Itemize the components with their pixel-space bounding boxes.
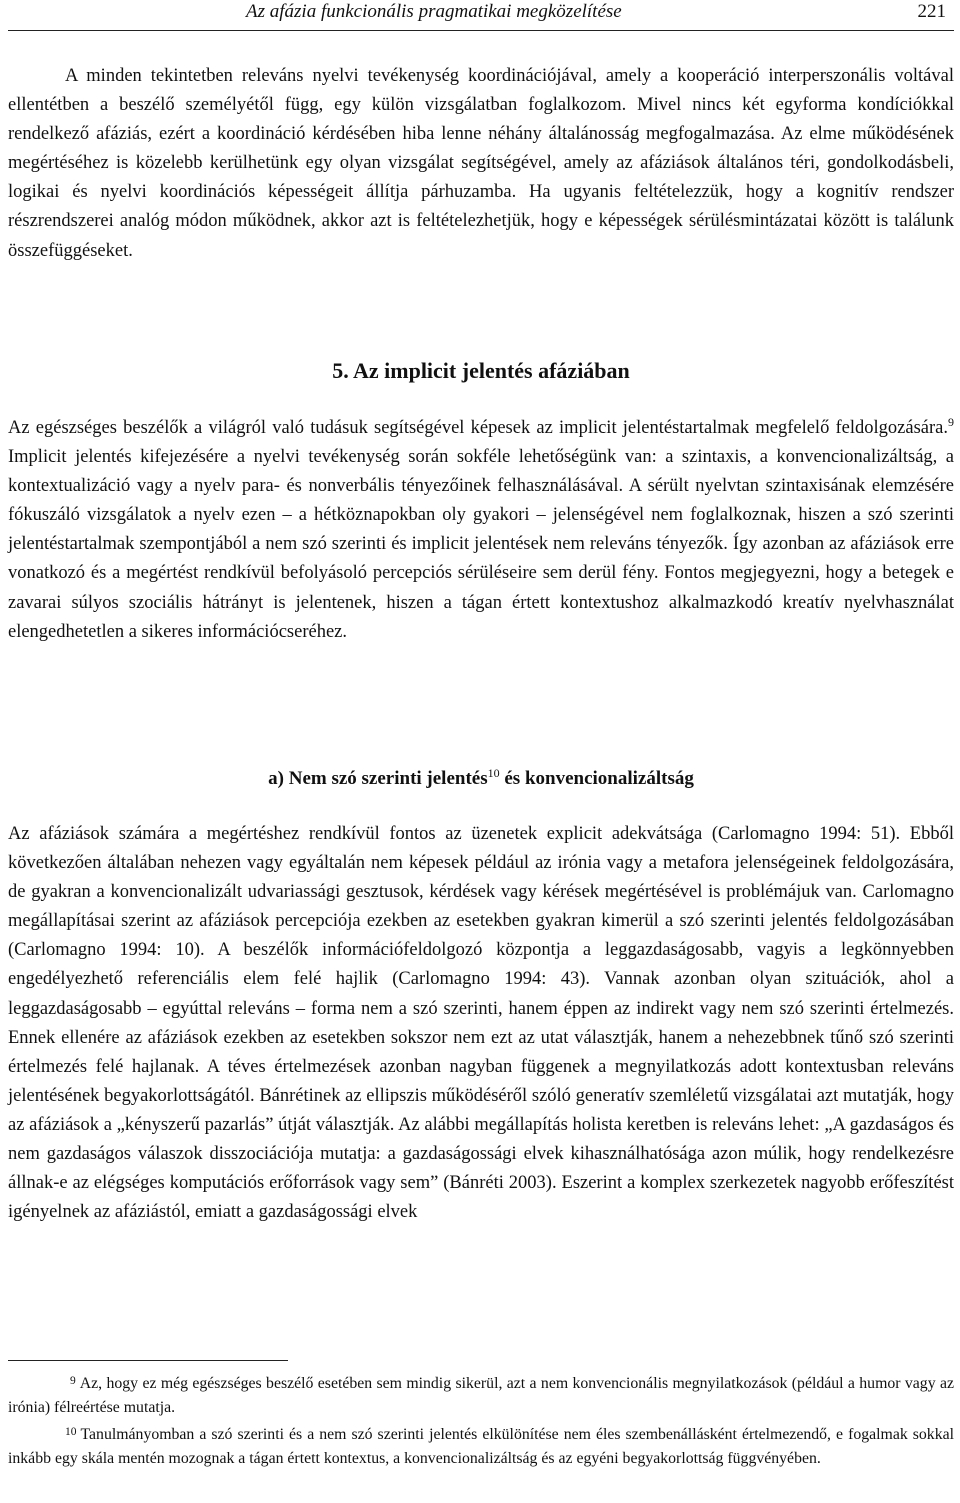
footnote-reference-10: 10 — [487, 766, 500, 780]
subsection-heading — [8, 764, 954, 794]
book-page — [8, 0, 954, 1503]
footnote-text-10: Tanulmányomban a szó szerinti és a nem szó szerinti jelentés elkülönítése nem éles szembenállásként értelmezendő, e fogalmak sokkal inkább egy skála mentén mozognak a tágan értett kontextus, a konvencionalizáltság és az egyéni begyakorlottság függvényében. — [8, 1426, 954, 1467]
paragraph-implicit-meaning-part-1: Az egészséges beszélők a világról való tudásuk segítségével képesek az implicit jelentéstartalmak megfelelő feldolgozására. — [8, 418, 948, 438]
section-heading: 5. Az implicit jelentés afáziában — [332, 358, 630, 383]
footnote-number-10: 10 — [65, 1426, 77, 1438]
paragraph-coordination: A minden tekintetben releváns nyelvi tevékenység koordinációjával, amely a kooperáció interperszonális voltával ellentétben a beszélő személyétől függ, egy külön vizsgálatban foglalkozom. Mivel nincs két egyforma kondíciókkal rendelkező afáziás, ezért a koordináció kérdésében hiba lenne néhány általánosság megfogalmazása. Az elme működésének megértéséhez is közelebb kerülhetünk egy olyan vizsgálat segítségével, amely az afáziások általános téri, gondolkodásbeli, logikai és nyelvi koordinációs képességeit állítja párhuzamba. Ha ugyanis feltételezzük, hogy a kognitív rendszer részrendszerei analóg módon működnek, akkor azt is feltételezhetjük, hogy e képességek sérülésmintázatai között is találunk összefüggéseket. — [8, 66, 954, 261]
footnote-text-9: Az, hogy ez még egészséges beszélő esetében sem mindig sikerül, azt a nem konvencionális megnyilatkozások (például a humor vagy az irónia) félreértése mutatja. — [8, 1375, 954, 1416]
footnote-reference-9: 9 — [948, 415, 954, 429]
subsection-heading-part-1: a) Nem szó szerinti jelentés — [268, 768, 488, 789]
footnote-9 — [8, 1372, 954, 1420]
page-number: 221 — [917, 1, 946, 22]
paragraph-literal-meaning: Az afáziások számára a megértéshez rendkívül fontos az üzenetek explicit adekvátsága (Carlomagno 1994: 51). Ebből következően általában nehezen vagy egyáltalán nem képesek például az irónia vagy a metafora jelenségeinek feldolgozására, de gyakran a konvencionalizált udvariassági gesztusok, kérdések vagy kérések megértésével is problémájuk van. Carlomagno megállapításai szerint az afáziások percepciója ezekben az esetekben gyakran kimerül a szó szerinti jelentés feldolgozásában (Carlomagno 1994: 10). A beszélők információfeldolgozó központja a leggazdaságosabb, vagyis a legkönnyebben engedélyezhető referenciális elem felé hajlik (Carlomagno 1994: 43). Vannak azonban olyan szituációk, ahol a leggazdaságosabb – egyúttal releváns – forma nem a szó szerinti, hanem éppen az indirekt vagy nem szó szerinti értelmezés. Ennek ellenére az afáziások ezekben az esetekben sokszor nem ezt az utat választják, hanem a nehezebbnek tűnő szó szerinti értelmezés felé hajlanak. A téves értelmezések azonban nagyban függenek a megnyilatkozás adott kontextusban releváns jelentésének begyakorlottságától. Bánrétinek az ellipszis működéséről szóló generatív szemléletű vizsgálatai azt mutatják, hogy az afáziások a „kényszerű pazarlás” útját választják. Az alábbi megállapítás holista keretben is releváns lehet: „A gazdaságos és nem gazdaságos válaszok disszociációja mutatja: a gazdaságossági elvek kihasználhatósága azon múlik, hogy rendelkezésre állnak-e az elégséges komputációs erőforrások vagy sem” (Bánréti 2003). Eszerint a komplex szerkezetek nagyobb erőfeszítést igényelnek az afáziástól, emiatt a gazdaságossági elvek — [8, 824, 954, 1223]
subsection-heading-part-2: és konvencionalizáltság — [499, 768, 694, 789]
footnote-10 — [8, 1423, 954, 1471]
footnote-number-9: 9 — [70, 1375, 76, 1387]
paragraph-implicit-meaning — [8, 414, 954, 647]
running-title: Az afázia funkcionális pragmatikai megközelítése — [246, 1, 622, 22]
paragraph-implicit-meaning-part-2: Implicit jelentés kifejezésére a nyelvi tevékenység során sokféle lehetőségünk van: a szintaxis, a konvencionalizáltság, a kontextualizáció vagy a nyelv para- és nonverbális tényezőinek felhasználásával. A sérült nyelvtan szintaxisának elemzésére fókuszáló vizsgálatok a nyelv ezen – a hétköznapokban oly gyakori – jelenségével nem foglalkoznak, hiszen a szó szerinti jelentéstartalmak szempontjából a nem szó szerinti és implicit jelentések nem releváns tényezők. Így azonban az afáziások erre vonatkozó és a megértést rendkívül befolyásoló percepciós sérüléseire sem derül fény. Fontos megjegyezni, hogy a betegek e zavarai súlyos szociális hátrányt is jelentenek, hiszen a tágan értett kontextushoz alkalmazkodó kreatív nyelvhasználat elengedhetetlen a sikeres információcseréhez. — [8, 447, 954, 642]
footnote-separator — [8, 1360, 288, 1361]
running-header — [8, 0, 954, 31]
